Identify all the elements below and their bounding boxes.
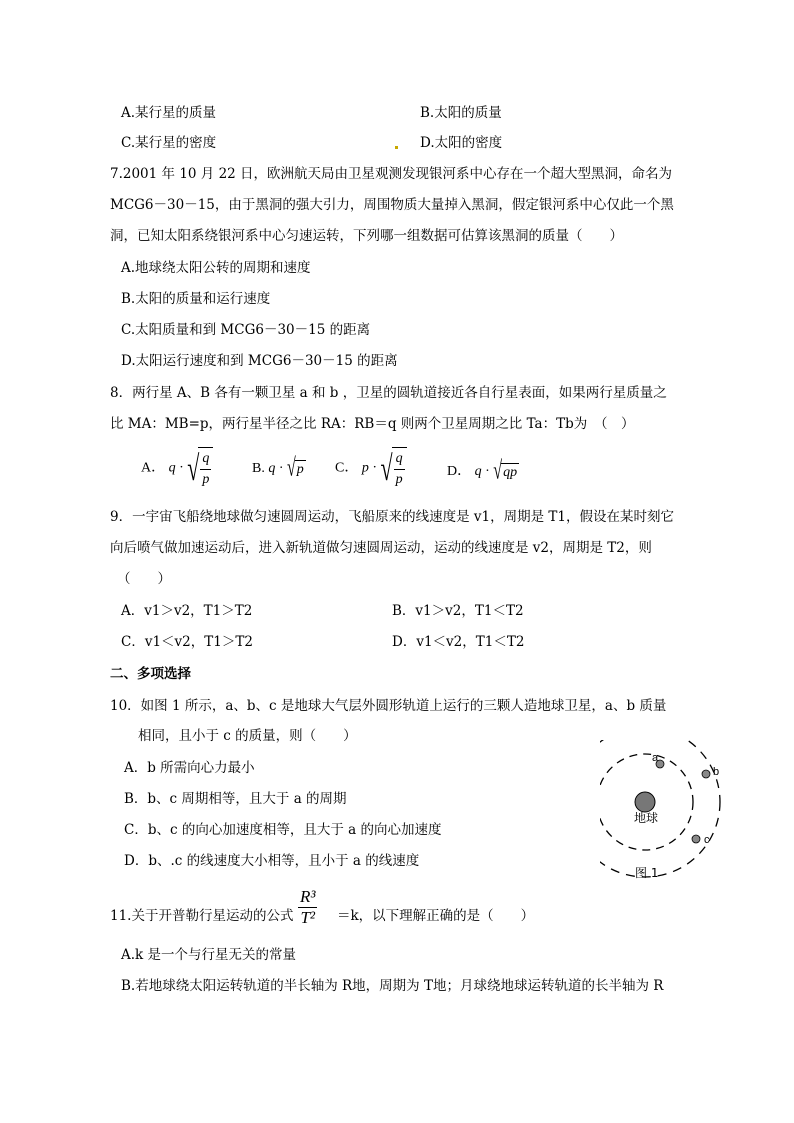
earth-icon: [635, 792, 655, 812]
sqrt: [493, 457, 519, 485]
satellite-b-icon: [702, 770, 710, 778]
q11-option-b: B.若地球绕太阳运转轨道的半长轴为 R地，周期为 T地；月球绕地球运转轨道的长半轴为 R: [121, 978, 664, 994]
var-q: q: [268, 461, 276, 477]
figure-caption: 图 1: [635, 866, 659, 880]
q11-stem-suffix: ＝k，以下理解正确的是（ ）: [337, 908, 535, 924]
fraction-denominator: p: [395, 472, 403, 487]
fraction-numerator: q: [200, 449, 211, 470]
q8-option-b: [252, 454, 306, 482]
q8-option-a: [141, 447, 213, 490]
formula-denominator: T²: [300, 908, 316, 927]
radicand: p: [296, 462, 304, 477]
sqrt-fraction: [187, 447, 213, 490]
satellite-c-icon: [692, 835, 700, 843]
q8-stem-line1: 8．两行星 A、B 各有一颗卫星 a 和 b ，卫星的圆轨道接近各自行星表面，如果两行星质量之: [110, 385, 667, 401]
q9-option-a: A．v1＞v2，T1＞T2: [121, 603, 253, 619]
q6-option-a: A.某行星的质量: [121, 105, 217, 121]
fraction-numerator: q: [394, 449, 405, 470]
satellite-c-label: c: [704, 834, 710, 846]
q10-stem-line2: 相同，且小于 c 的质量，则（ ）: [138, 728, 357, 744]
q7-option-c: C.太阳质量和到 MCG6－30－15 的距离: [121, 322, 371, 338]
option-label: A．: [141, 460, 166, 476]
dot: ·: [179, 460, 184, 476]
kepler-formula: [298, 887, 317, 928]
q9-option-d: D．v1＜v2，T1＜T2: [392, 634, 525, 650]
formula-numerator: R³: [300, 887, 316, 906]
q8-stem-line2: 比 MA：MB=p，两行星半径之比 RA：RB＝q 则两个卫星周期之比 Ta：Tb为 （ ）: [110, 416, 635, 432]
q7-stem-line3: 洞，已知太阳系绕银河系中心匀速运转，下列哪一组数据可估算该黑洞的质量（ ）: [110, 228, 623, 244]
radicand: qp: [503, 464, 518, 480]
q7-stem-line1: 7.2001 年 10 月 22 日，欧洲航天局由卫星观测发现银河系中心存在一个超大型黑洞，命名为: [110, 166, 673, 182]
sqrt: [287, 454, 306, 482]
radical-sign: √: [287, 454, 296, 482]
radical-sign: √: [187, 447, 200, 488]
satellite-a-label: a: [652, 752, 659, 764]
q10-option-a: A．b 所需向心力最小: [124, 760, 255, 776]
var-q: q: [474, 464, 482, 479]
dot: ·: [485, 464, 490, 479]
q11-stem-prefix: 11.关于开普勒行星运动的公式: [110, 908, 294, 924]
radical-sign: √: [493, 457, 503, 485]
q7-option-a: A.地球绕太阳公转的周期和速度: [121, 260, 311, 276]
q11-option-a: A.k 是一个与行星无关的常量: [121, 947, 297, 963]
dot: ·: [278, 461, 284, 477]
q8-option-c: [335, 447, 407, 490]
q9-option-c: C．v1＜v2，T1＞T2: [121, 634, 253, 650]
option-label: D．: [447, 464, 472, 479]
radical-sign: √: [380, 447, 393, 488]
fraction-denominator: p: [202, 472, 210, 487]
q10-option-b: B．b、c 周期相等，且大于 a 的周期: [124, 791, 347, 807]
earth-label: 地球: [634, 811, 659, 825]
q10-stem-line1: 10．如图 1 所示，a、b、c 是地球大气层外圆形轨道上运行的三颗人造地球卫星，a、b 质量: [110, 698, 667, 714]
var-p: p: [361, 460, 369, 476]
stray-mark: [395, 146, 398, 149]
q9-stem-line2: 向后喷气做加速运动后，进入新轨道做匀速圆周运动，运动的线速度是 v2，周期是 T2，则: [110, 540, 652, 556]
q6-option-d: D.太阳的密度: [420, 135, 503, 151]
q9-option-b: B．v1＞v2，T1＜T2: [392, 603, 524, 619]
option-label: B.: [252, 461, 265, 477]
q7-option-b: B.太阳的质量和运行速度: [121, 291, 271, 307]
section-title: 二、多项选择: [110, 666, 191, 682]
q10-option-c: C．b、c 的向心加速度相等，且大于 a 的向心加速度: [124, 822, 442, 838]
q8-option-d: [447, 457, 519, 485]
dot: ·: [372, 460, 378, 476]
sqrt-fraction: [381, 447, 407, 490]
orbit-figure: [600, 740, 740, 885]
satellite-b-label: b: [713, 766, 720, 778]
q9-stem-line3: （ ）: [117, 571, 171, 587]
q6-option-c: C.某行星的密度: [121, 135, 217, 151]
q7-stem-line2: MCG6－30－15，由于黑洞的强大引力，周围物质大量掉入黑洞，假定银河系中心仅此一个黑: [110, 197, 674, 213]
q10-option-d: D．b、.c 的线速度大小相等，且小于 a 的线速度: [124, 853, 420, 869]
option-label: C．: [335, 460, 359, 476]
var-q: q: [168, 460, 176, 476]
q7-option-d: D.太阳运行速度和到 MCG6－30－15 的距离: [121, 353, 398, 369]
q9-stem-line1: 9．一宇宙飞船绕地球做匀速圆周运动，飞船原来的线速度是 v1，周期是 T1，假设在某时刻它: [110, 509, 674, 525]
q6-option-b: B.太阳的质量: [420, 105, 502, 121]
